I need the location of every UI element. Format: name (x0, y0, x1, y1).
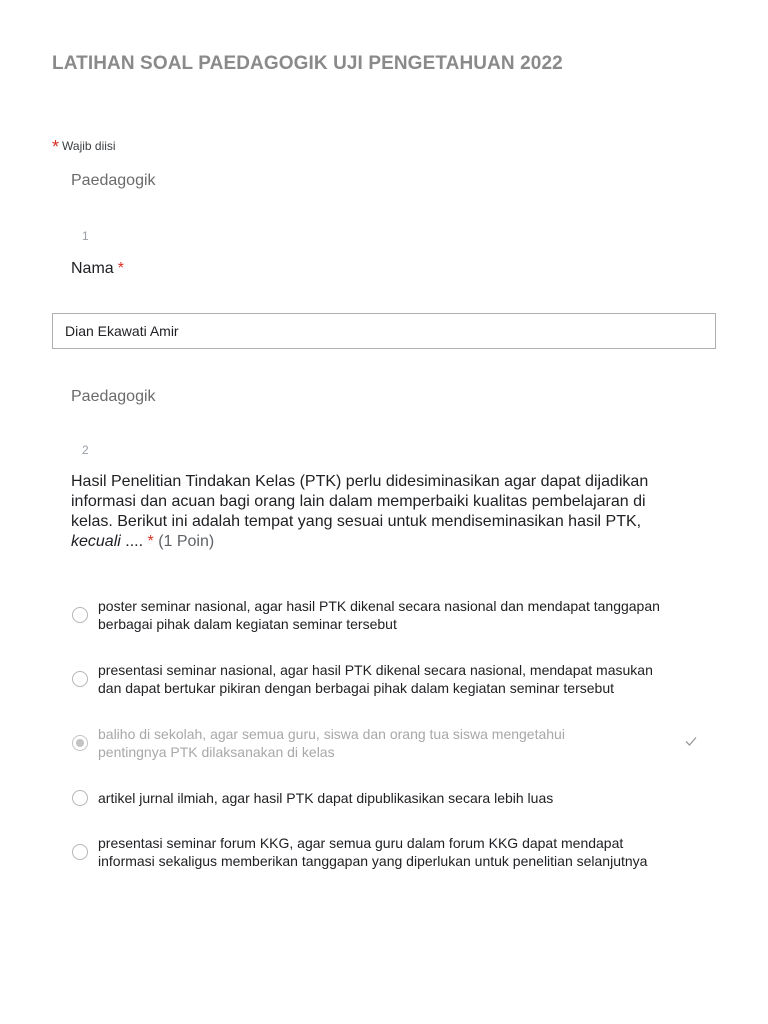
section-label-2: Paedagogik (71, 388, 156, 405)
option-label (98, 661, 653, 697)
required-note-text: Wajib diisi (62, 139, 116, 153)
question-text-line (71, 532, 671, 552)
option-label-line: presentasi seminar nasional, agar hasil PTK dikenal secara nasional, mendapat masukan (98, 662, 653, 678)
required-star: * (147, 533, 154, 550)
question-title-nama (71, 260, 124, 278)
option-label-line: poster seminar nasional, agar hasil PTK dikenal secara nasional dan mendapat tanggapan (98, 598, 660, 614)
radio-button[interactable] (72, 844, 88, 860)
form-title: LATIHAN SOAL PAEDAGOGIK UJI PENGETAHUAN 2022 (52, 53, 563, 74)
option-label (98, 725, 565, 761)
option-label-line: baliho di sekolah, agar semua guru, siswa dan orang tua siswa mengetahui (98, 726, 565, 742)
nama-answer-field[interactable]: Dian Ekawati Amir (52, 313, 716, 349)
question-text-2 (71, 472, 671, 552)
question-text-line: kelas. Berikut ini adalah tempat yang sesuai untuk mendiseminasikan hasil PTK, (71, 513, 642, 530)
question-ellipsis: .... (120, 533, 144, 550)
section-label-1: Paedagogik (71, 172, 156, 189)
required-note (52, 134, 116, 155)
option-label-line: artikel jurnal ilmiah, agar hasil PTK dapat dipublikasikan secara lebih luas (98, 790, 554, 806)
required-star: * (52, 137, 60, 157)
radio-button[interactable] (72, 790, 88, 806)
question-points: (1 Poin) (158, 533, 215, 550)
option-label-line: informasi sekaligus memberikan tanggapan yang diperlukan untuk penelitian selanjutnya (98, 853, 648, 869)
radio-button-selected[interactable] (72, 735, 88, 751)
option-label-line: presentasi seminar forum KKG, agar semua guru dalam forum KKG dapat mendapat (98, 835, 624, 851)
option-label-line: dan dapat bertukar pikiran dengan berbagai pihak dalam kegiatan seminar tersebut (98, 680, 615, 696)
option-label-line: berbagai pihak dalam kegiatan seminar tersebut (98, 616, 397, 632)
question-emphasis: kecuali (71, 533, 121, 550)
question-title-text: Nama (71, 260, 114, 277)
option-label (98, 597, 660, 633)
radio-button[interactable] (72, 671, 88, 687)
question-text-line: informasi dan acuan bagi orang lain dalam memperbaiki kualitas pembelajaran di (71, 493, 646, 510)
option-label (98, 789, 553, 807)
question-text-line: Hasil Penelitian Tindakan Kelas (PTK) perlu didesiminasikan agar dapat dijadikan (71, 473, 649, 490)
check-icon (684, 734, 698, 748)
required-star: * (117, 260, 124, 277)
question-number-2: 2 (82, 443, 89, 457)
radio-button[interactable] (72, 607, 88, 623)
question-number-1: 1 (82, 229, 89, 243)
option-label (98, 834, 647, 870)
option-label-line: pentingnya PTK dilaksanakan di kelas (98, 744, 335, 760)
